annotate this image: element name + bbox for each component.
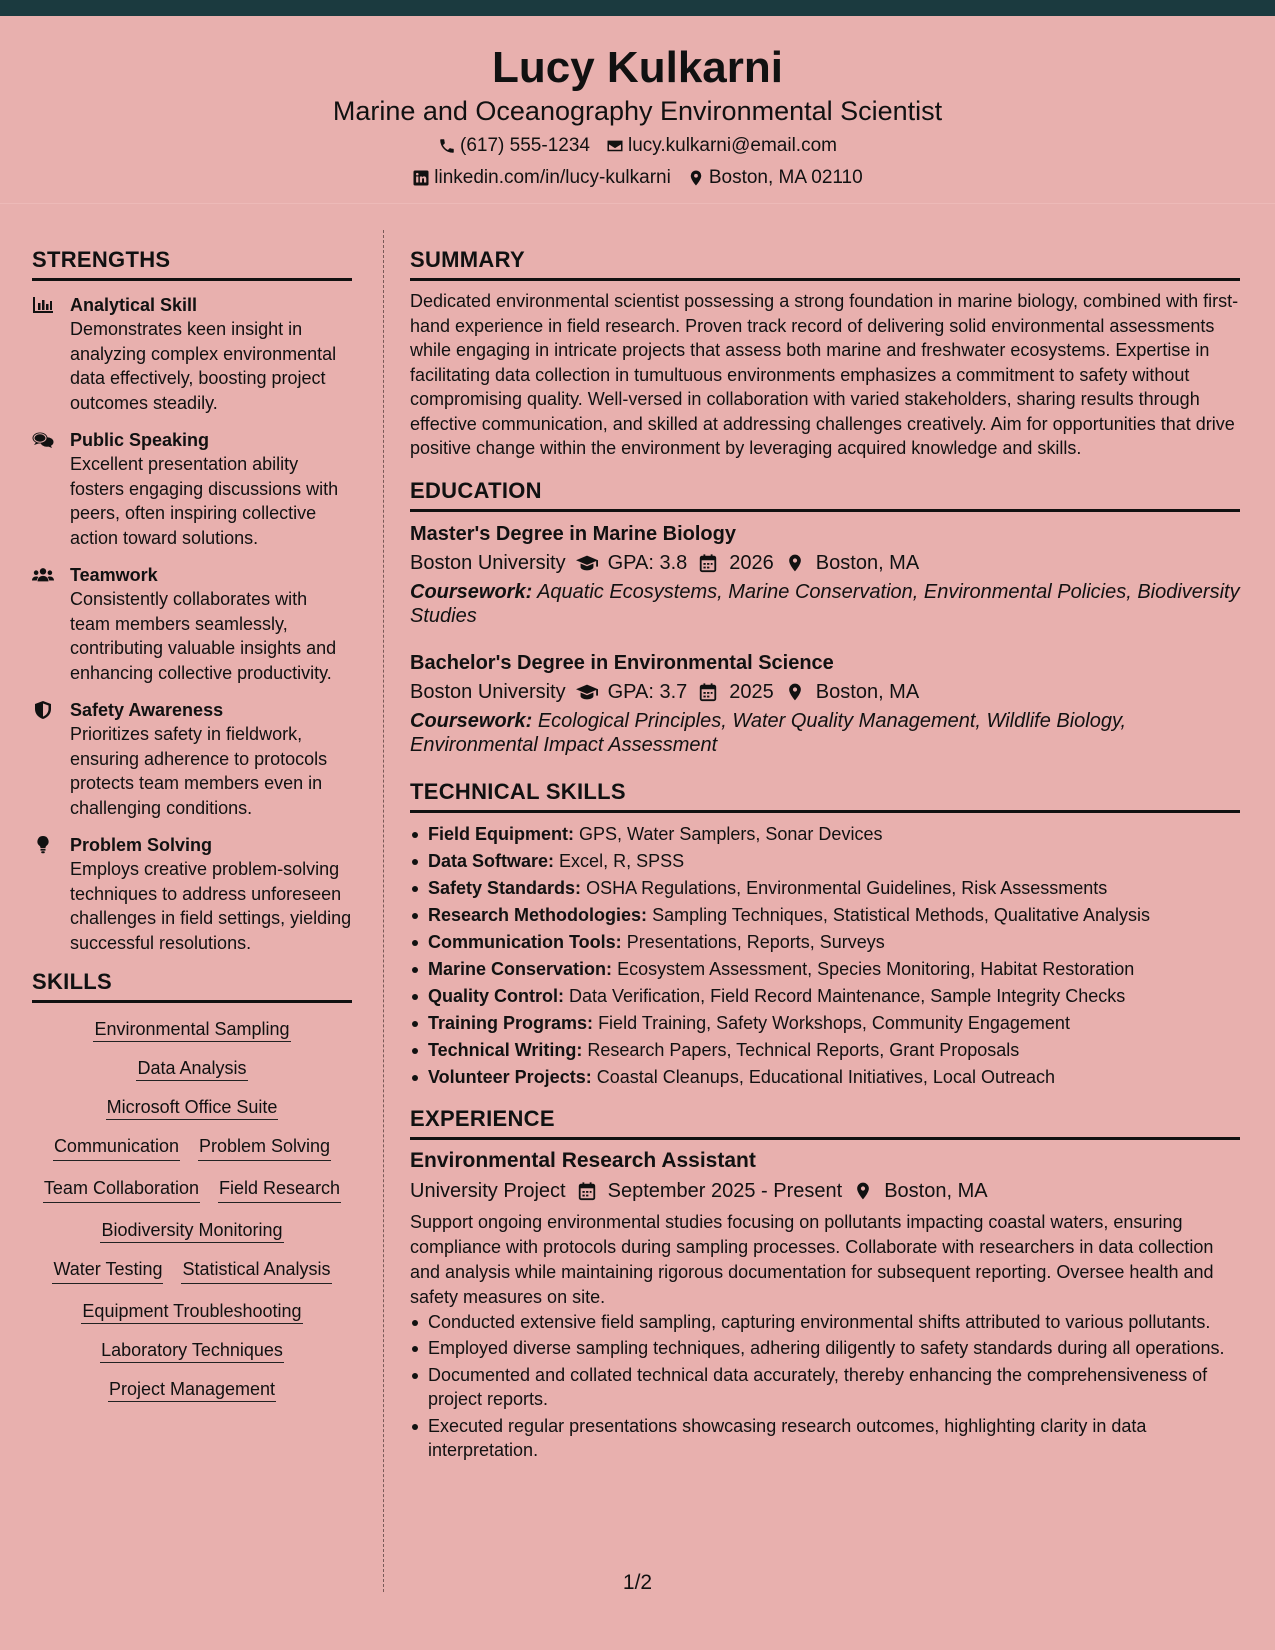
school-name: Boston University <box>410 680 566 703</box>
location-text: Boston, MA 02110 <box>708 167 863 188</box>
skill-chip: Biodiversity Monitoring <box>100 1220 283 1243</box>
location-contact <box>687 166 863 190</box>
job-location: Boston, MA <box>884 1179 988 1202</box>
strength-title: Analytical Skill <box>70 295 198 315</box>
strength-item <box>32 428 352 550</box>
strength-item <box>32 293 352 415</box>
gpa-text: GPA: 3.7 <box>607 680 688 703</box>
skill-category: Quality Control: <box>428 985 564 1006</box>
experience-meta <box>410 1176 1240 1206</box>
technical-skills-section <box>410 778 1240 1091</box>
skill-category: Safety Standards: <box>428 877 582 898</box>
list-item <box>410 929 1240 956</box>
page-number: 1/2 <box>622 1571 653 1594</box>
calendar-icon <box>697 682 719 702</box>
lightbulb-icon <box>32 836 54 854</box>
skill-chip: Statistical Analysis <box>181 1257 331 1284</box>
users-icon <box>32 566 54 584</box>
skill-values: Presentations, Reports, Surveys <box>626 931 885 952</box>
strengths-section <box>32 246 352 955</box>
summary-heading: SUMMARY <box>410 246 1240 281</box>
list-item <box>410 1037 1240 1064</box>
strength-desc: Excellent presentation ability fosters engaging discussions with peers, often inspiring collective action toward solutions. <box>70 454 339 548</box>
job-description: Support ongoing environmental studies focusing on pollutants impacting coastal waters, ensuring compliance with protocols during sampling processes. Collaborate with researchers in data collection and analysis while maintaining rigorous documentation for subsequent reporting. Oversee health and safety measures on site. <box>410 1211 1214 1307</box>
strength-desc: Demonstrates keen insight in analyzing complex environmental data effectively, boosting project outcomes steadily. <box>70 319 337 413</box>
skill-chip: Communication <box>53 1134 180 1161</box>
degree-title: Master's Degree in Marine Biology <box>410 522 736 545</box>
linkedin-contact[interactable] <box>412 166 671 190</box>
skills-chips <box>32 1017 352 1401</box>
strength-desc: Prioritizes safety in fieldwork, ensuring adherence to protocols protects team members even in challenging conditions. <box>70 724 328 818</box>
experience-item <box>410 1146 1240 1463</box>
strength-title: Teamwork <box>70 565 158 585</box>
strength-title: Public Speaking <box>70 430 210 450</box>
skill-chip: Team Collaboration <box>43 1176 200 1203</box>
gpa-text: GPA: 3.8 <box>607 551 688 574</box>
skill-category: Field Equipment: <box>428 823 574 844</box>
technical-skills-heading: TECHNICAL SKILLS <box>410 778 1240 813</box>
envelope-icon <box>606 137 624 155</box>
coursework-label: Coursework: <box>410 709 533 732</box>
skill-values: Research Papers, Technical Reports, Grant Proposals <box>587 1039 1020 1060</box>
skill-chip: Project Management <box>108 1379 276 1402</box>
skill-chip: Environmental Sampling <box>93 1019 290 1042</box>
experience-heading: EXPERIENCE <box>410 1105 1240 1140</box>
strength-item <box>32 833 352 955</box>
right-column <box>410 246 1240 1465</box>
calendar-icon <box>576 1181 598 1201</box>
list-item: Employed diverse sampling techniques, adhering diligently to safety standards during all operations. <box>410 1336 1240 1361</box>
skill-chip: Equipment Troubleshooting <box>81 1301 302 1324</box>
list-item <box>410 983 1240 1010</box>
skill-category: Data Software: <box>428 850 555 871</box>
skill-values: Data Verification, Field Record Maintenance, Sample Integrity Checks <box>569 985 1126 1006</box>
strength-desc: Consistently collaborates with team members seamlessly, contributing valuable insights and enhancing collective productivity. <box>70 589 337 683</box>
phone-text: (617) 555-1234 <box>460 135 590 156</box>
education-location: Boston, MA <box>815 551 920 574</box>
skill-values: Sampling Techniques, Statistical Methods, Qualitative Analysis <box>652 904 1150 925</box>
skill-values: GPS, Water Samplers, Sonar Devices <box>579 823 883 844</box>
graduation-year: 2026 <box>729 551 774 574</box>
skills-heading: SKILLS <box>32 968 352 1003</box>
skill-values: Ecosystem Assessment, Species Monitoring, Habitat Restoration <box>617 958 1135 979</box>
phone-contact[interactable] <box>438 134 590 158</box>
skill-category: Technical Writing: <box>428 1039 583 1060</box>
skill-category: Training Programs: <box>428 1012 594 1033</box>
education-meta <box>410 548 1240 578</box>
skill-category: Research Methodologies: <box>428 904 648 925</box>
skill-chip: Water Testing <box>52 1257 163 1284</box>
contact-row-2 <box>0 166 1275 190</box>
list-item: Documented and collated technical data accurately, thereby enhancing the comprehensiveness of project reports. <box>410 1363 1240 1412</box>
skill-category: Communication Tools: <box>428 931 622 952</box>
coursework-label: Coursework: <box>410 580 533 603</box>
coursework-text: Aquatic Ecosystems, Marine Conservation, Environmental Policies, Biodiversity Studies <box>410 580 1240 627</box>
list-item <box>410 956 1240 983</box>
phone-icon <box>438 137 456 155</box>
map-pin-icon <box>784 553 806 573</box>
education-item <box>410 649 1240 758</box>
skill-values: Coastal Cleanups, Educational Initiatives, Local Outreach <box>596 1066 1055 1087</box>
calendar-icon <box>697 553 719 573</box>
job-title: Environmental Research Assistant <box>410 1148 756 1172</box>
list-item <box>410 1064 1240 1091</box>
map-pin-icon <box>687 169 705 187</box>
skill-values: Field Training, Safety Workshops, Community Engagement <box>598 1012 1070 1033</box>
skill-values: Excel, R, SPSS <box>559 850 685 871</box>
graduation-cap-icon <box>576 553 598 573</box>
skill-chip: Data Analysis <box>136 1058 247 1081</box>
degree-title: Bachelor's Degree in Environmental Science <box>410 651 834 674</box>
column-divider <box>383 230 384 1592</box>
skill-category: Volunteer Projects: <box>428 1066 592 1087</box>
list-item <box>410 848 1240 875</box>
education-heading: EDUCATION <box>410 477 1240 512</box>
skill-category: Marine Conservation: <box>428 958 613 979</box>
list-item: Executed regular presentations showcasing research outcomes, highlighting clarity in data interpretation. <box>410 1414 1240 1463</box>
job-bullets <box>410 1310 1240 1463</box>
summary-section <box>410 246 1240 461</box>
strength-item <box>32 698 352 820</box>
job-dates: September 2025 - Present <box>607 1179 843 1202</box>
email-contact[interactable] <box>606 134 837 158</box>
list-item <box>410 902 1240 929</box>
organization: University Project <box>410 1179 566 1202</box>
strength-title: Safety Awareness <box>70 700 224 720</box>
contact-row-1 <box>0 134 1275 158</box>
list-item <box>410 1010 1240 1037</box>
email-text: lucy.kulkarni@email.com <box>627 135 837 156</box>
skill-chip: Problem Solving <box>198 1134 331 1161</box>
map-pin-icon <box>784 682 806 702</box>
linkedin-text: linkedin.com/in/lucy-kulkarni <box>434 167 671 188</box>
candidate-title: Marine and Oceanography Environmental Scientist <box>332 96 943 126</box>
candidate-name: Lucy Kulkarni <box>492 43 783 92</box>
comments-icon <box>32 431 54 449</box>
linkedin-icon <box>412 169 430 187</box>
education-location: Boston, MA <box>815 680 920 703</box>
chart-icon <box>32 296 54 314</box>
summary-text: Dedicated environmental scientist possessing a strong foundation in marine biology, combined with first-hand experience in field research. Proven track record of delivering solid environmental assessments while engaging in intricate projects that assess both marine and freshwater ecosystems. Expertise in facilitating data collection in tumultuous environments emphasizes a commitment to safety without compromising quality. Well-versed in collaboration with varied stakeholders, sharing results through effective communication, and skilled at addressing challenges creatively. Aim for opportunities that drive positive change within the environment by leveraging acquired knowledge and skills. <box>410 291 1239 458</box>
experience-section <box>410 1105 1240 1463</box>
left-column <box>32 246 352 1401</box>
skill-values: OSHA Regulations, Environmental Guidelines, Risk Assessments <box>586 877 1108 898</box>
strengths-list <box>32 293 352 955</box>
education-item <box>410 520 1240 629</box>
strength-item <box>32 563 352 685</box>
technical-skills-list <box>410 821 1240 1091</box>
top-accent-bar <box>0 0 1275 16</box>
shield-icon <box>32 701 54 719</box>
graduation-year: 2025 <box>729 680 774 703</box>
list-item <box>410 875 1240 902</box>
skill-chip: Laboratory Techniques <box>100 1340 284 1363</box>
skill-chip: Microsoft Office Suite <box>106 1097 279 1120</box>
strengths-heading: STRENGTHS <box>32 246 352 281</box>
coursework <box>410 709 1240 758</box>
resume-header <box>0 16 1275 204</box>
graduation-cap-icon <box>576 682 598 702</box>
strength-title: Problem Solving <box>70 835 213 855</box>
list-item: Conducted extensive field sampling, capturing environmental shifts attributed to various pollutants. <box>410 1310 1240 1335</box>
education-section <box>410 477 1240 758</box>
coursework-text: Ecological Principles, Water Quality Management, Wildlife Biology, Environmental Impact Assessment <box>410 709 1127 756</box>
education-meta <box>410 677 1240 707</box>
list-item <box>410 821 1240 848</box>
skills-section <box>32 968 352 1401</box>
map-pin-icon <box>852 1181 874 1201</box>
coursework <box>410 580 1240 629</box>
skill-chip: Field Research <box>218 1176 341 1203</box>
strength-desc: Employs creative problem-solving techniques to address unforeseen challenges in field settings, yielding successful resolutions. <box>70 859 352 953</box>
school-name: Boston University <box>410 551 566 574</box>
